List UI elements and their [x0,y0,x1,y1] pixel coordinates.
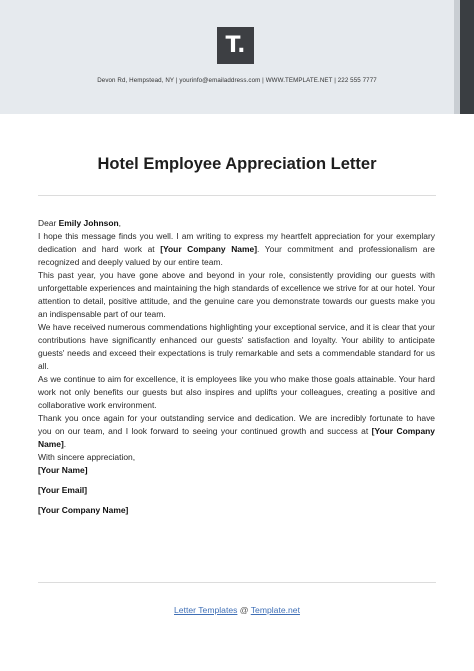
salutation-prefix: Dear [38,218,59,228]
paragraph-5-text-b: . [63,439,67,449]
salutation [38,217,435,230]
letter-title: Hotel Employee Appreciation Letter [97,155,377,173]
paragraph-1 [38,230,435,269]
contact-info-line: Devon Rd, Hempstead, NY | yourinfo@emailaddress.com | WWW.TEMPLATE.NET | 222 555 7777 [97,77,377,84]
paragraph-2: This past year, you have gone above and beyond in your role, consistently providing our guests with unforgettable experiences and maintaining the high standards of excellence we strive for at our hotel. Your attention to detail, positive attitude, and the genuine care you demonstrate towards our guests make you an indispensable part of our team. [38,270,435,319]
recipient-name: Emily Johnson [58,218,119,228]
template-net-link[interactable]: Template.net [250,605,300,615]
signature-gap [38,477,435,484]
paragraph-5-text-a: Thank you once again for your outstanding service and dedication. We are incredibly fortunate to have you on our team, and I look forward to seeing your continued growth and success at [38,413,435,436]
logo-letter: T. [225,33,246,58]
letter-body [38,217,435,517]
paragraph-3: We have received numerous commendations highlighting your exceptional service, and it is clear that your contributions have significantly enhanced our guests' satisfaction and loyalty. Your ability to anticipate guests' needs and exceed their expectations is truly remarkable and sets a commendable standard for us all. [38,322,435,371]
paragraph-1-text-b: . Your commitment and professionalism are recognized and deeply valued by our entire team. [38,244,436,267]
footer-separator: @ [237,605,251,615]
footer-divider [38,582,436,583]
company-name-placeholder: [Your Company Name] [160,244,258,254]
paragraph-4: As we continue to aim for excellence, it is employees like you who make those goals attainable. Your hard work not only benefits our guests but also inspires and uplifts your colleagues, creating a positive and collaborative work environment. [38,374,435,410]
company-logo [217,27,254,64]
header-accent-stripe-dark [460,0,474,114]
signature-email: [Your Email] [38,485,88,495]
signature-gap [38,497,435,504]
closing-line: With sincere appreciation, [38,452,136,462]
footer [0,605,474,615]
title-divider [38,195,436,196]
company-name-placeholder-2: [Your Company Name] [38,426,435,449]
signature-company: [Your Company Name] [38,505,129,515]
salutation-suffix: , [118,218,122,228]
letter-templates-link[interactable]: Letter Templates [174,605,238,615]
paragraph-5 [38,412,435,451]
paragraph-1-text-a: I hope this message finds you well. I am writing to express my heartfelt appreciation for your exemplary dedication and hard work at [38,231,435,254]
signature-name: [Your Name] [38,465,88,475]
